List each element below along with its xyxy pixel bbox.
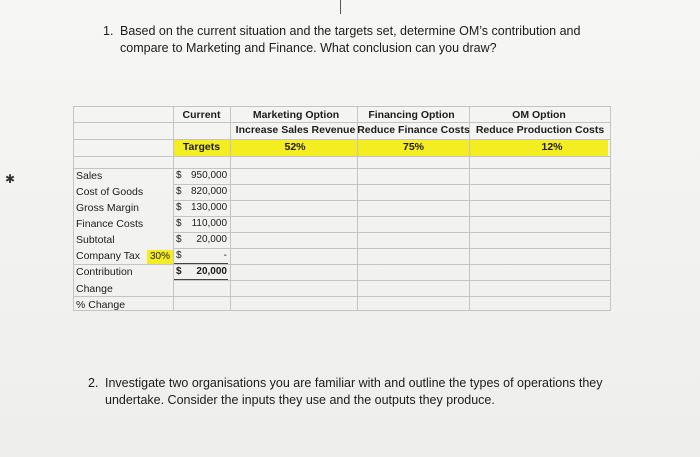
grid-line xyxy=(173,216,611,217)
question-2 xyxy=(88,375,648,409)
grid-line xyxy=(73,310,611,311)
row-label-finance-costs: Finance Costs xyxy=(76,218,144,230)
grid-line xyxy=(73,296,611,297)
row-label-contribution: Contribution xyxy=(76,266,133,278)
header-marketing-sub: Increase Sales Revenue xyxy=(235,124,356,136)
grid-line xyxy=(73,264,611,265)
value-subtotal: 20,000 xyxy=(196,234,227,245)
question-1-line-2: compare to Marketing and Finance. What conclusion can you draw? xyxy=(120,41,497,55)
question-2-line-2: undertake. Consider the inputs they use and the outputs they produce. xyxy=(105,393,495,407)
row-label-cost-of-goods: Cost of Goods xyxy=(76,186,144,198)
tax-rate: 30% xyxy=(147,250,173,264)
target-om: 12% xyxy=(541,141,563,153)
grid-line xyxy=(73,168,611,169)
header-financing-sub: Reduce Finance Costs xyxy=(357,124,470,136)
sum-underline xyxy=(174,263,228,264)
target-financing: 75% xyxy=(402,141,424,153)
currency-symbol: $ xyxy=(176,186,182,197)
value-finance-costs: 110,000 xyxy=(191,218,227,229)
total-underline xyxy=(174,279,228,280)
grid-line xyxy=(610,106,611,310)
grid-line xyxy=(173,200,611,201)
grid-line xyxy=(357,106,358,310)
grid-line xyxy=(469,106,470,310)
question-1-number: 1. xyxy=(103,24,114,38)
value-company-tax: - xyxy=(223,250,227,261)
row-label-sales: Sales xyxy=(76,170,103,182)
row-label-change: Change xyxy=(76,283,113,295)
question-1-line-1: Based on the current situation and the targets set, determine OM’s contribution and xyxy=(120,24,581,38)
currency-symbol: $ xyxy=(176,234,182,245)
header-financing: Financing Option xyxy=(368,109,455,121)
value-sales: 950,000 xyxy=(191,170,228,181)
header-om-sub: Reduce Production Costs xyxy=(475,124,605,136)
value-gross-margin: 130,000 xyxy=(191,202,228,213)
grid-line xyxy=(73,106,611,107)
header-om: OM Option xyxy=(512,109,566,121)
currency-symbol: $ xyxy=(176,266,182,277)
currency-symbol: $ xyxy=(176,202,182,213)
row-label-company-tax: Company Tax xyxy=(76,250,141,262)
grid-line xyxy=(173,248,611,249)
value-contribution: 20,000 xyxy=(196,266,227,277)
grid-line xyxy=(173,280,611,281)
row-label-percent-change: % Change xyxy=(76,299,126,311)
row-label-gross-margin: Gross Margin xyxy=(76,202,140,214)
grid-line xyxy=(73,139,611,140)
margin-star-icon: ✱ xyxy=(5,172,16,186)
header-marketing: Marketing Option xyxy=(252,109,340,121)
value-cost-of-goods: 820,000 xyxy=(191,186,228,197)
question-2-number: 2. xyxy=(88,376,99,390)
spreadsheet-table xyxy=(73,106,611,310)
grid-line xyxy=(230,106,231,310)
grid-line xyxy=(173,232,611,233)
grid-line xyxy=(173,184,611,185)
grid-line xyxy=(73,106,74,310)
question-1 xyxy=(103,23,603,57)
currency-symbol: $ xyxy=(176,250,182,261)
top-divider-mark xyxy=(340,0,341,14)
currency-symbol: $ xyxy=(176,218,182,229)
target-marketing: 52% xyxy=(284,141,306,153)
header-current: Current xyxy=(182,109,221,121)
grid-line xyxy=(73,122,611,123)
currency-symbol: $ xyxy=(176,170,182,181)
question-2-line-1: Investigate two organisations you are familiar with and outline the types of operations they xyxy=(105,376,603,390)
row-label-subtotal: Subtotal xyxy=(76,234,115,246)
targets-label: Targets xyxy=(182,141,221,153)
grid-line xyxy=(73,156,611,157)
